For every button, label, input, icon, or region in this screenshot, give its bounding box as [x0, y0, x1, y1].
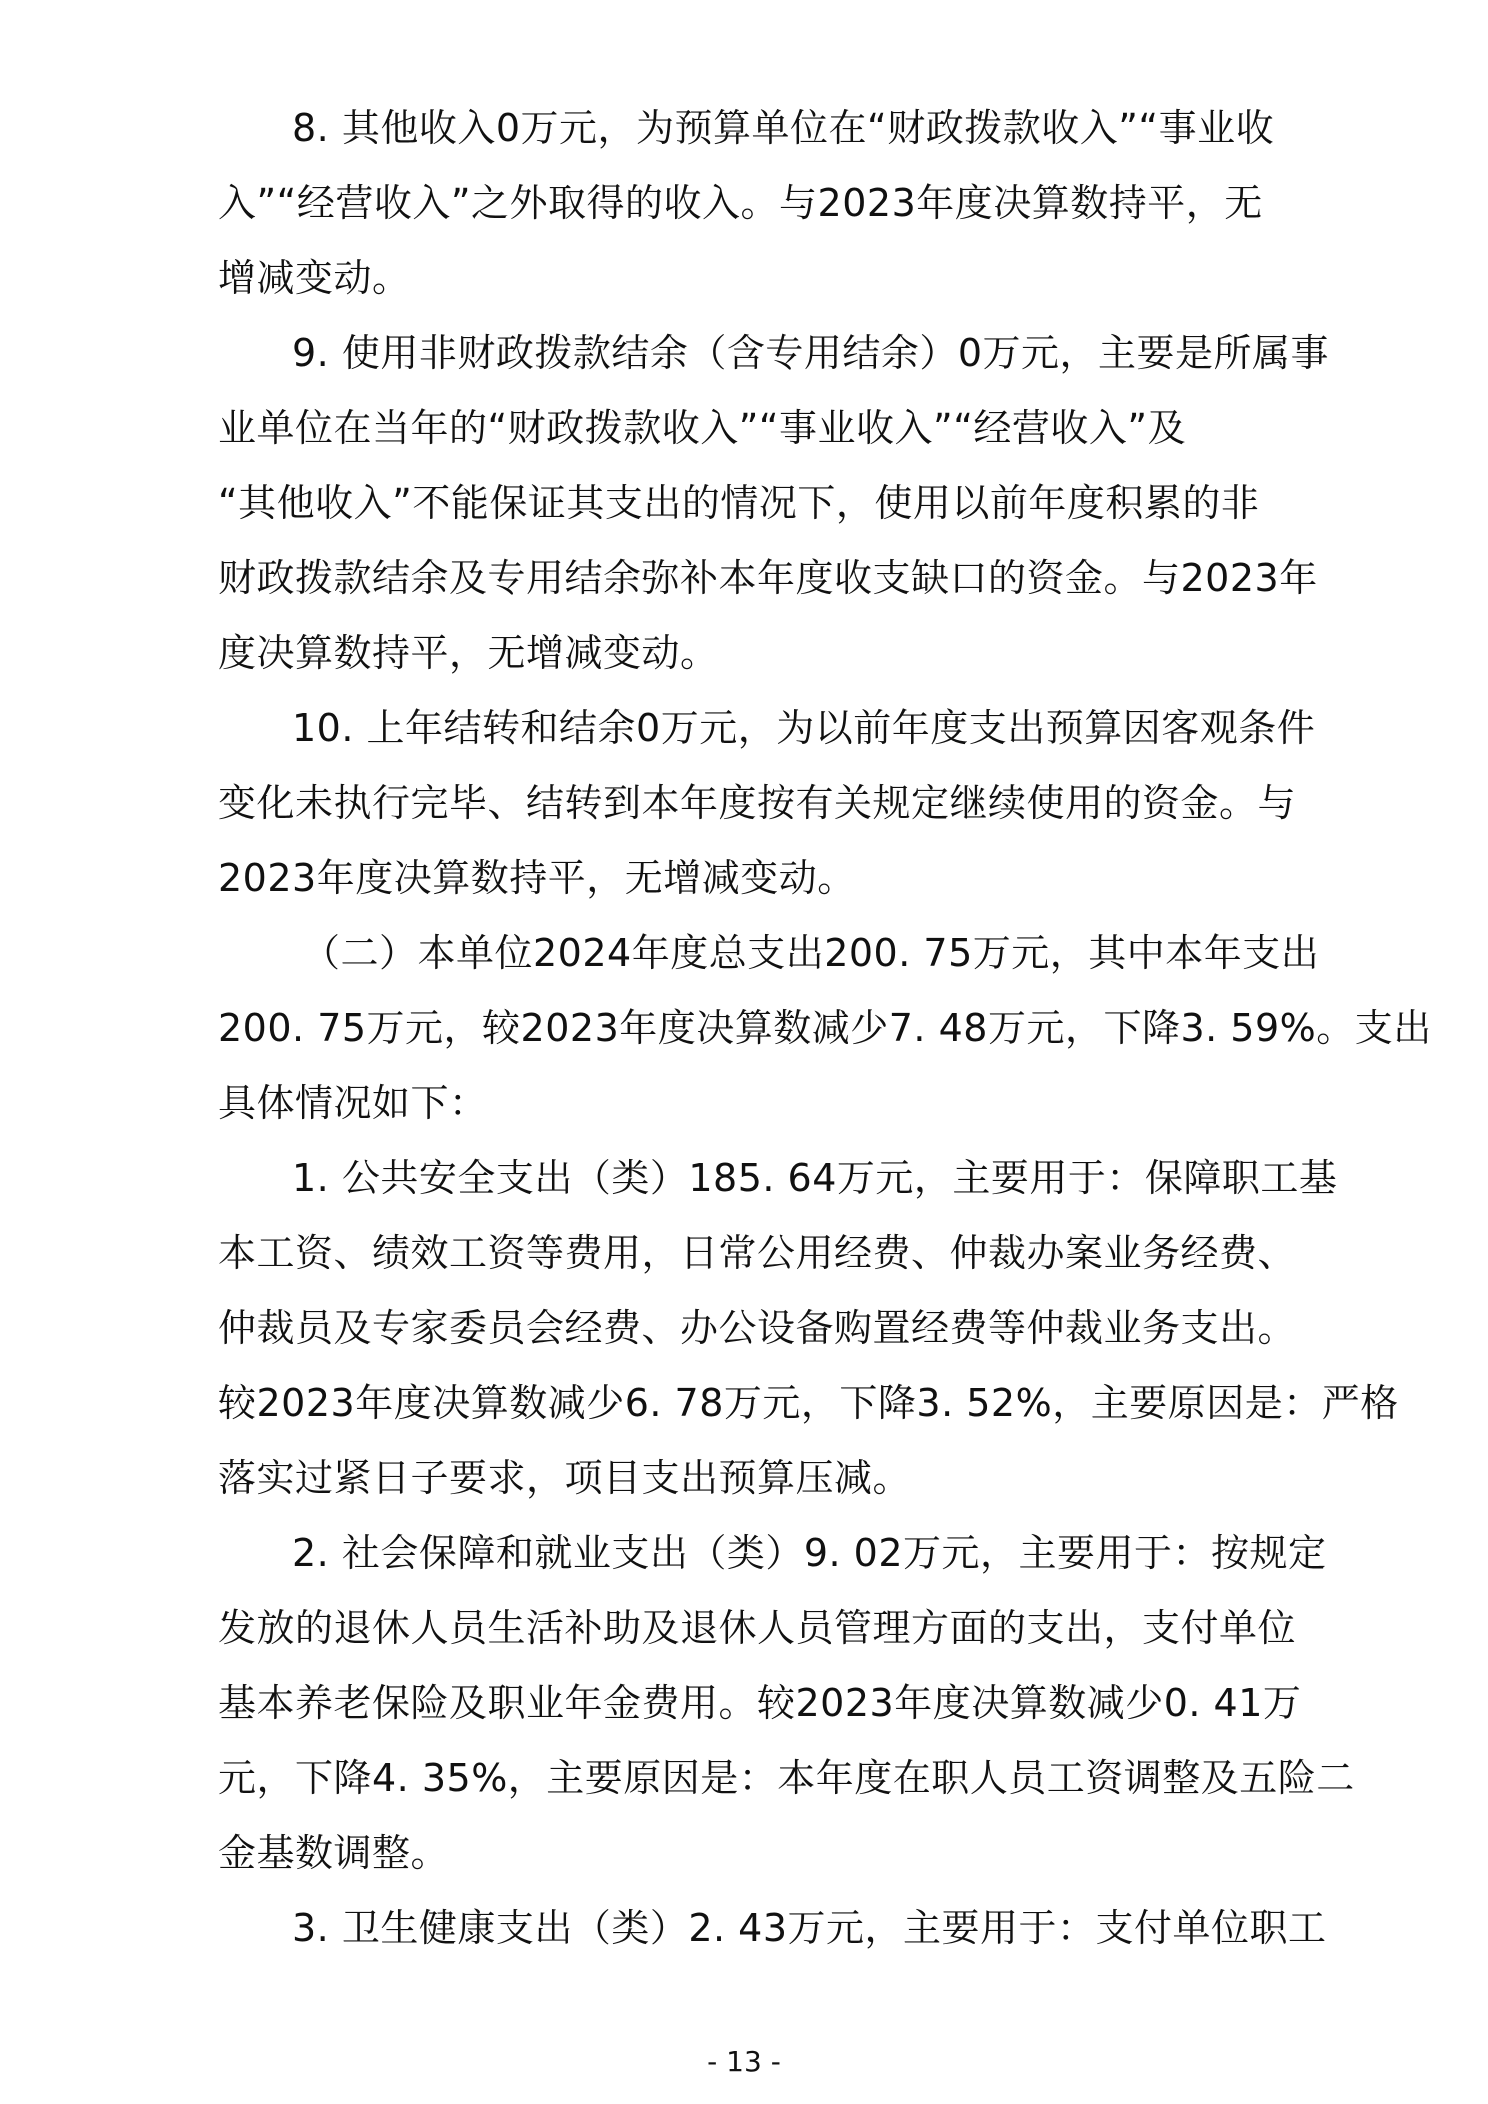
text-line: 1. 公共安全支出（类）185. 64万元，主要用于：保障职工基	[292, 1156, 1338, 1200]
text-line: 入”“经营收入”之外取得的收入。与2023年度决算数持平，无	[218, 181, 1263, 225]
text-line: 较2023年度决算数减少6. 78万元，下降3. 52%，主要原因是：严格	[218, 1381, 1399, 1425]
text-line: 增减变动。	[218, 256, 411, 300]
text-line: 10. 上年结转和结余0万元，为以前年度支出预算因客观条件	[292, 706, 1316, 750]
text-line: 200. 75万元，较2023年度决算数减少7. 48万元，下降3. 59%。支出	[218, 1006, 1432, 1050]
text-line: 具体情况如下：	[218, 1081, 488, 1125]
text-line: 9. 使用非财政拨款结余（含专用结余）0万元，主要是所属事	[292, 331, 1330, 375]
text-line: 元，下降4. 35%，主要原因是：本年度在职人员工资调整及五险二	[218, 1756, 1355, 1800]
text-line: 本工资、绩效工资等费用，日常公用经费、仲裁办案业务经费、	[218, 1231, 1297, 1275]
text-line: （二）本单位2024年度总支出200. 75万元，其中本年支出	[302, 931, 1320, 975]
text-line: 度决算数持平，无增减变动。	[218, 631, 719, 675]
text-line: 变化未执行完毕、结转到本年度按有关规定继续使用的资金。与	[218, 781, 1297, 825]
text-line: 8. 其他收入0万元，为预算单位在“财政拨款收入”“事业收	[292, 106, 1275, 150]
text-line: 落实过紧日子要求，项目支出预算压减。	[218, 1456, 912, 1500]
text-line: 金基数调整。	[218, 1831, 450, 1875]
text-line: 2. 社会保障和就业支出（类）9. 02万元，主要用于：按规定	[292, 1531, 1327, 1575]
text-line: 2023年度决算数持平，无增减变动。	[218, 856, 856, 900]
text-line: 财政拨款结余及专用结余弥补本年度收支缺口的资金。与2023年	[218, 556, 1318, 600]
text-line: 基本养老保险及职业年金费用。较2023年度决算数减少0. 41万	[218, 1681, 1302, 1725]
text-line: “其他收入”不能保证其支出的情况下，使用以前年度积累的非	[218, 481, 1260, 525]
page-number: - 13 -	[707, 2045, 781, 2078]
text-line: 3. 卫生健康支出（类）2. 43万元，主要用于：支付单位职工	[292, 1906, 1327, 1950]
text-line: 业单位在当年的“财政拨款收入”“事业收入”“经营收入”及	[218, 406, 1187, 450]
text-line: 仲裁员及专家委员会经费、办公设备购置经费等仲裁业务支出。	[218, 1306, 1297, 1350]
text-line: 发放的退休人员生活补助及退休人员管理方面的支出，支付单位	[218, 1606, 1297, 1650]
